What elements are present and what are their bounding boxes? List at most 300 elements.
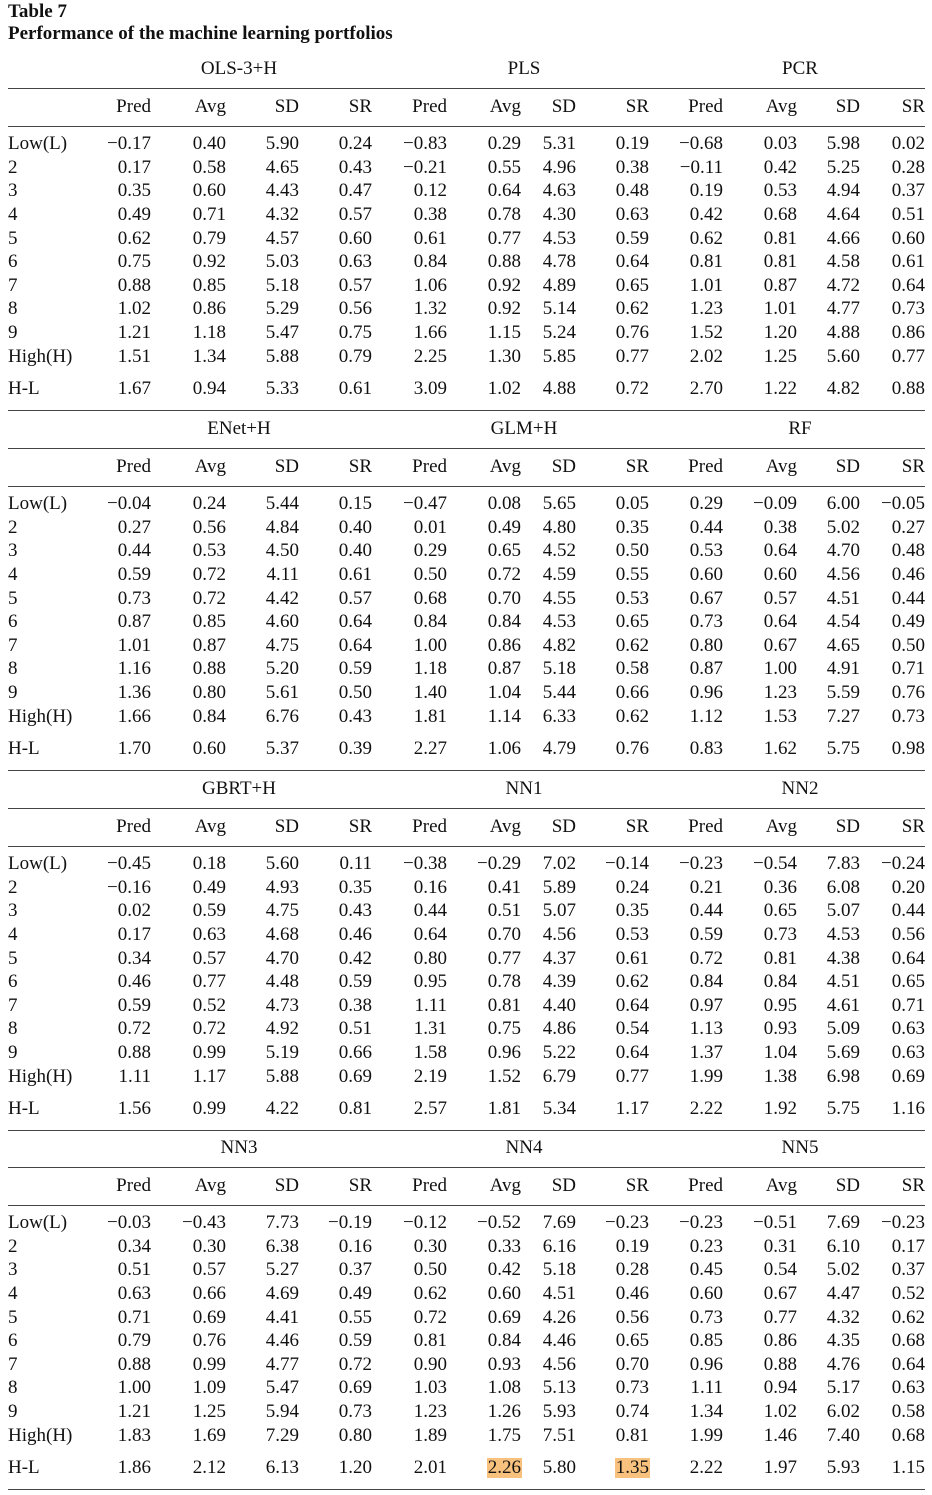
table-cell: 1.31 bbox=[413, 1018, 447, 1039]
table-cell: 1.00 bbox=[117, 1377, 151, 1398]
column-header: SR bbox=[348, 456, 372, 477]
table-cell: 0.24 bbox=[338, 133, 372, 154]
table-cell: 5.90 bbox=[265, 133, 299, 154]
table-cell: 1.17 bbox=[615, 1098, 649, 1119]
table-cell: 1.66 bbox=[117, 706, 151, 727]
table-cell: 1.18 bbox=[413, 658, 447, 679]
table-cell: 0.02 bbox=[891, 133, 925, 154]
table-cell: 4.63 bbox=[542, 180, 576, 201]
table-cell: 0.51 bbox=[338, 1018, 372, 1039]
table-cell: 2.19 bbox=[413, 1066, 447, 1087]
row-label: 9 bbox=[8, 682, 18, 703]
table-cell: 0.53 bbox=[615, 588, 649, 609]
table-cell: 0.72 bbox=[117, 1018, 151, 1039]
table-cell: 0.35 bbox=[615, 517, 649, 538]
table-cell: 1.02 bbox=[117, 298, 151, 319]
table-cell: 7.40 bbox=[826, 1425, 860, 1446]
table-cell: 0.65 bbox=[615, 611, 649, 632]
row-label: 3 bbox=[8, 1259, 18, 1280]
table-cell: 1.18 bbox=[192, 322, 226, 343]
table-cell: 0.49 bbox=[117, 204, 151, 225]
highlighted-cell: 2.26 bbox=[487, 1457, 521, 1478]
table-cell: 5.07 bbox=[542, 900, 576, 921]
table-cell: 0.49 bbox=[338, 1283, 372, 1304]
table-cell: 0.50 bbox=[413, 1259, 447, 1280]
table-cell: 0.63 bbox=[891, 1377, 925, 1398]
table-cell: 0.39 bbox=[338, 738, 372, 759]
table-cell: 4.78 bbox=[542, 251, 576, 272]
table-cell: 0.61 bbox=[413, 228, 447, 249]
table-cell: 0.84 bbox=[413, 251, 447, 272]
table-cell: 4.65 bbox=[265, 157, 299, 178]
table-cell: 1.06 bbox=[487, 738, 521, 759]
table-cell: 0.88 bbox=[117, 1354, 151, 1375]
table-cell: 0.63 bbox=[615, 204, 649, 225]
table-cell: 0.12 bbox=[413, 180, 447, 201]
table-cell: 0.11 bbox=[339, 853, 372, 874]
table-cell: 0.96 bbox=[689, 1354, 723, 1375]
table-caption: Performance of the machine learning portfolios bbox=[8, 23, 393, 44]
model-title: RF bbox=[788, 418, 812, 439]
column-header: Avg bbox=[765, 456, 797, 477]
table-cell: 4.86 bbox=[542, 1018, 576, 1039]
table-cell: 0.56 bbox=[891, 924, 925, 945]
column-header: Avg bbox=[489, 96, 521, 117]
table-cell: 0.18 bbox=[192, 853, 226, 874]
row-label: 5 bbox=[8, 1307, 18, 1328]
table-cell: 0.49 bbox=[487, 517, 521, 538]
table-cell: 1.83 bbox=[117, 1425, 151, 1446]
table-cell: 0.71 bbox=[117, 1307, 151, 1328]
table-cell: 0.70 bbox=[487, 924, 521, 945]
table-cell: 0.27 bbox=[891, 517, 925, 538]
table-cell: 5.25 bbox=[826, 157, 860, 178]
model-title: PCR bbox=[782, 58, 818, 79]
table-cell: 0.77 bbox=[615, 346, 649, 367]
table-cell: 0.58 bbox=[891, 1401, 925, 1422]
table-cell: 1.02 bbox=[487, 378, 521, 399]
table-cell: 0.62 bbox=[413, 1283, 447, 1304]
table-cell: 0.59 bbox=[117, 564, 151, 585]
column-header: SR bbox=[348, 96, 372, 117]
table-cell: 0.64 bbox=[891, 275, 925, 296]
table-cell: 0.43 bbox=[338, 706, 372, 727]
table-cell: 0.81 bbox=[413, 1330, 447, 1351]
column-header: SD bbox=[274, 816, 299, 837]
column-header: SD bbox=[835, 816, 860, 837]
table-cell: 1.69 bbox=[192, 1425, 226, 1446]
table-cell: 1.21 bbox=[117, 322, 151, 343]
table-cell: 0.16 bbox=[338, 1236, 372, 1257]
table-cell: 0.60 bbox=[689, 564, 723, 585]
table-cell: 0.68 bbox=[413, 588, 447, 609]
table-cell: 0.67 bbox=[763, 635, 797, 656]
table-cell: 4.79 bbox=[542, 738, 576, 759]
table-cell: 1.01 bbox=[689, 275, 723, 296]
table-cell: 1.38 bbox=[763, 1066, 797, 1087]
table-cell: 0.30 bbox=[413, 1236, 447, 1257]
table-cell: 0.87 bbox=[689, 658, 723, 679]
table-cell: 0.64 bbox=[891, 1354, 925, 1375]
table-cell: 4.40 bbox=[542, 995, 576, 1016]
table-cell: 1.70 bbox=[117, 738, 151, 759]
table-cell: 0.73 bbox=[689, 611, 723, 632]
table-cell: 0.70 bbox=[487, 588, 521, 609]
table-cell: 4.82 bbox=[826, 378, 860, 399]
table-cell: 0.64 bbox=[615, 251, 649, 272]
table-cell: 4.37 bbox=[542, 948, 576, 969]
table-cell: 1.16 bbox=[117, 658, 151, 679]
table-cell: 1.08 bbox=[487, 1377, 521, 1398]
table-cell: 0.73 bbox=[689, 1307, 723, 1328]
table-cell: 1.15 bbox=[487, 322, 521, 343]
table-cell: 5.02 bbox=[826, 517, 860, 538]
table-cell: −0.23 bbox=[881, 1212, 925, 1233]
table-cell: 2.01 bbox=[413, 1457, 447, 1478]
table-cell: 0.56 bbox=[615, 1307, 649, 1328]
table-cell: 0.44 bbox=[689, 517, 723, 538]
table-cell: 0.19 bbox=[689, 180, 723, 201]
table-cell: −0.83 bbox=[403, 133, 447, 154]
table-cell: 5.03 bbox=[265, 251, 299, 272]
table-cell: 0.35 bbox=[117, 180, 151, 201]
table-cell: 0.72 bbox=[413, 1307, 447, 1328]
rule-bottom bbox=[8, 410, 925, 411]
table-cell: 0.80 bbox=[192, 682, 226, 703]
table-cell: 7.83 bbox=[826, 853, 860, 874]
table-cell: 0.87 bbox=[487, 658, 521, 679]
table-cell: 0.69 bbox=[338, 1066, 372, 1087]
table-cell: 0.63 bbox=[117, 1283, 151, 1304]
table-cell: 0.62 bbox=[891, 1307, 925, 1328]
table-cell: 0.42 bbox=[763, 157, 797, 178]
table-cell: 0.30 bbox=[192, 1236, 226, 1257]
table-cell: 0.92 bbox=[487, 298, 521, 319]
table-cell: 0.59 bbox=[117, 995, 151, 1016]
table-cell: 0.63 bbox=[338, 251, 372, 272]
table-cell: 0.52 bbox=[192, 995, 226, 1016]
table-cell: 4.70 bbox=[265, 948, 299, 969]
table-cell: 0.80 bbox=[413, 948, 447, 969]
row-label: 7 bbox=[8, 635, 18, 656]
table-cell: 4.94 bbox=[826, 180, 860, 201]
table-cell: 1.02 bbox=[763, 1401, 797, 1422]
table-cell: 0.15 bbox=[338, 493, 372, 514]
table-cell: 0.81 bbox=[763, 251, 797, 272]
table-cell: 0.95 bbox=[413, 971, 447, 992]
column-header: Avg bbox=[765, 96, 797, 117]
row-label: H-L bbox=[8, 1098, 40, 1119]
table-cell: 5.60 bbox=[826, 346, 860, 367]
rule-bottom bbox=[8, 1130, 925, 1131]
table-cell: 1.89 bbox=[413, 1425, 447, 1446]
table-cell: 0.79 bbox=[338, 346, 372, 367]
table-cell: 6.13 bbox=[265, 1457, 299, 1478]
table-cell: 0.45 bbox=[689, 1259, 723, 1280]
table-cell: 2.12 bbox=[192, 1457, 226, 1478]
table-cell: 0.73 bbox=[615, 1377, 649, 1398]
table-cell: 0.71 bbox=[891, 995, 925, 1016]
table-cell: 0.29 bbox=[413, 540, 447, 561]
table-cell: 2.02 bbox=[689, 346, 723, 367]
table-cell: 1.53 bbox=[763, 706, 797, 727]
column-header: SD bbox=[551, 96, 576, 117]
table-cell: 1.52 bbox=[689, 322, 723, 343]
table-cell: 2.57 bbox=[413, 1098, 447, 1119]
table-cell: 4.11 bbox=[266, 564, 299, 585]
table-cell: 0.92 bbox=[487, 275, 521, 296]
table-cell: 4.57 bbox=[265, 228, 299, 249]
table-cell: 0.57 bbox=[192, 948, 226, 969]
table-cell: 4.51 bbox=[826, 971, 860, 992]
table-cell: 4.75 bbox=[265, 635, 299, 656]
table-cell: 0.50 bbox=[338, 682, 372, 703]
table-cell: 0.01 bbox=[413, 517, 447, 538]
table-cell: 0.84 bbox=[413, 611, 447, 632]
table-cell: 0.97 bbox=[689, 995, 723, 1016]
rule-mid bbox=[8, 846, 925, 847]
table-cell: 0.17 bbox=[891, 1236, 925, 1257]
highlighted-cell: 1.35 bbox=[615, 1457, 649, 1478]
table-cell: 4.91 bbox=[826, 658, 860, 679]
table-cell: 0.53 bbox=[615, 924, 649, 945]
table-cell: 0.76 bbox=[615, 738, 649, 759]
table-cell: −0.11 bbox=[679, 157, 723, 178]
table-cell: 0.85 bbox=[192, 611, 226, 632]
table-cell: 4.61 bbox=[826, 995, 860, 1016]
column-header: SR bbox=[901, 456, 925, 477]
table-cell: 0.60 bbox=[487, 1283, 521, 1304]
table-cell: 4.38 bbox=[826, 948, 860, 969]
rule-top bbox=[8, 1167, 925, 1168]
table-cell: 0.93 bbox=[763, 1018, 797, 1039]
column-header: SR bbox=[348, 816, 372, 837]
table-cell: 0.17 bbox=[117, 157, 151, 178]
table-cell: 4.53 bbox=[542, 228, 576, 249]
row-label: 5 bbox=[8, 228, 18, 249]
table-cell: 0.56 bbox=[338, 298, 372, 319]
table-cell: 1.46 bbox=[763, 1425, 797, 1446]
table-cell: 4.88 bbox=[542, 378, 576, 399]
table-cell: 2.22 bbox=[689, 1098, 723, 1119]
table-cell: 5.20 bbox=[265, 658, 299, 679]
table-cell: 0.67 bbox=[763, 1283, 797, 1304]
table-cell: 0.38 bbox=[763, 517, 797, 538]
table-cell: 1.66 bbox=[413, 322, 447, 343]
table-cell: 0.58 bbox=[192, 157, 226, 178]
table-cell: 5.09 bbox=[826, 1018, 860, 1039]
table-cell: 0.44 bbox=[413, 900, 447, 921]
table-cell: 0.94 bbox=[763, 1377, 797, 1398]
table-cell: 5.47 bbox=[265, 322, 299, 343]
table-cell: 1.23 bbox=[413, 1401, 447, 1422]
table-cell: 4.22 bbox=[265, 1098, 299, 1119]
rule-top bbox=[8, 448, 925, 449]
table-cell: 0.46 bbox=[615, 1283, 649, 1304]
table-cell: 4.32 bbox=[265, 204, 299, 225]
table-cell: 0.61 bbox=[615, 948, 649, 969]
table-cell: 4.89 bbox=[542, 275, 576, 296]
table-cell: 0.57 bbox=[192, 1259, 226, 1280]
table-cell: 0.48 bbox=[615, 180, 649, 201]
table-cell: 2.25 bbox=[413, 346, 447, 367]
row-label: H-L bbox=[8, 1457, 40, 1478]
table-cell: 0.81 bbox=[763, 948, 797, 969]
table-cell: 0.17 bbox=[117, 924, 151, 945]
table-cell: 4.30 bbox=[542, 204, 576, 225]
column-header: Avg bbox=[194, 96, 226, 117]
table-cell: 1.15 bbox=[891, 1457, 925, 1478]
table-cell: 0.72 bbox=[192, 1018, 226, 1039]
table-cell: 0.62 bbox=[615, 298, 649, 319]
table-cell: −0.19 bbox=[328, 1212, 372, 1233]
model-title: NN1 bbox=[505, 778, 543, 799]
table-cell: 0.96 bbox=[487, 1042, 521, 1063]
rule-mid bbox=[8, 1205, 925, 1206]
table-cell: 0.94 bbox=[192, 378, 226, 399]
table-cell: 0.98 bbox=[891, 738, 925, 759]
table-cell: 0.64 bbox=[338, 611, 372, 632]
table-cell: 0.59 bbox=[192, 900, 226, 921]
table-cell: 0.64 bbox=[338, 635, 372, 656]
table-cell: 4.41 bbox=[265, 1307, 299, 1328]
table-cell: 0.53 bbox=[763, 180, 797, 201]
table-cell: 2.27 bbox=[413, 738, 447, 759]
row-label: 8 bbox=[8, 298, 18, 319]
table-cell: 0.35 bbox=[615, 900, 649, 921]
column-header: Avg bbox=[765, 1175, 797, 1196]
table-cell: −0.23 bbox=[605, 1212, 649, 1233]
table-cell: 0.75 bbox=[117, 251, 151, 272]
table-cell: 4.54 bbox=[826, 611, 860, 632]
table-cell: 0.65 bbox=[615, 275, 649, 296]
table-cell: 7.69 bbox=[542, 1212, 576, 1233]
table-cell: 0.61 bbox=[338, 378, 372, 399]
table-cell: 4.59 bbox=[542, 564, 576, 585]
table-cell: 4.53 bbox=[826, 924, 860, 945]
table-cell: 5.14 bbox=[542, 298, 576, 319]
table-cell: 0.62 bbox=[615, 635, 649, 656]
row-label: 7 bbox=[8, 275, 18, 296]
row-label: High(H) bbox=[8, 1066, 73, 1087]
column-header: SR bbox=[901, 1175, 925, 1196]
table-cell: 0.49 bbox=[891, 611, 925, 632]
table-cell: 0.80 bbox=[338, 1425, 372, 1446]
table-cell: 5.44 bbox=[265, 493, 299, 514]
table-cell: 1.04 bbox=[487, 682, 521, 703]
row-label: 7 bbox=[8, 1354, 18, 1375]
table-cell: 0.72 bbox=[192, 564, 226, 585]
table-cell: 0.71 bbox=[891, 658, 925, 679]
table-cell: 0.08 bbox=[487, 493, 521, 514]
table-cell: 0.27 bbox=[117, 517, 151, 538]
table-cell: 5.65 bbox=[542, 493, 576, 514]
table-cell: 0.35 bbox=[338, 877, 372, 898]
table-cell: 0.55 bbox=[338, 1307, 372, 1328]
table-cell: 0.73 bbox=[763, 924, 797, 945]
table-cell: 1.09 bbox=[192, 1377, 226, 1398]
table-cell: 0.40 bbox=[338, 540, 372, 561]
table-cell: 0.85 bbox=[689, 1330, 723, 1351]
row-label: 9 bbox=[8, 1401, 18, 1422]
table-cell: 0.64 bbox=[413, 924, 447, 945]
table-cell: 0.46 bbox=[891, 564, 925, 585]
column-header: SD bbox=[274, 96, 299, 117]
table-cell: 5.31 bbox=[542, 133, 576, 154]
table-cell: 0.62 bbox=[615, 706, 649, 727]
table-cell: 0.59 bbox=[338, 971, 372, 992]
table-cell: 5.85 bbox=[542, 346, 576, 367]
table-cell: 0.54 bbox=[763, 1259, 797, 1280]
table-cell: 0.55 bbox=[487, 157, 521, 178]
row-label: 5 bbox=[8, 948, 18, 969]
column-header: Pred bbox=[116, 1175, 151, 1196]
table-cell: 0.50 bbox=[615, 540, 649, 561]
table-cell: 0.58 bbox=[615, 658, 649, 679]
row-label: High(H) bbox=[8, 706, 73, 727]
column-header: Pred bbox=[688, 456, 723, 477]
table-cell: 0.54 bbox=[615, 1018, 649, 1039]
row-label: Low(L) bbox=[8, 133, 68, 154]
column-header: SR bbox=[901, 96, 925, 117]
table-cell: 1.23 bbox=[689, 298, 723, 319]
table-cell: 1.86 bbox=[117, 1457, 151, 1478]
row-label: 8 bbox=[8, 1377, 18, 1398]
table-cell: 0.65 bbox=[615, 1330, 649, 1351]
table-cell: 0.47 bbox=[338, 180, 372, 201]
table-cell: −0.09 bbox=[753, 493, 797, 514]
table-cell: 0.68 bbox=[763, 204, 797, 225]
model-title: NN5 bbox=[781, 1137, 819, 1158]
table-cell: 0.81 bbox=[615, 1425, 649, 1446]
row-label: 4 bbox=[8, 1283, 18, 1304]
table-cell: 0.51 bbox=[487, 900, 521, 921]
table-cell: 0.56 bbox=[192, 517, 226, 538]
table-cell: 4.43 bbox=[265, 180, 299, 201]
table-cell: −0.38 bbox=[403, 853, 447, 874]
column-header: Avg bbox=[489, 456, 521, 477]
table-cell: 1.81 bbox=[413, 706, 447, 727]
table-cell: 0.81 bbox=[338, 1098, 372, 1119]
table-cell: 1.36 bbox=[117, 682, 151, 703]
model-title: NN4 bbox=[505, 1137, 543, 1158]
table-cell: 0.36 bbox=[763, 877, 797, 898]
table-cell: 1.75 bbox=[487, 1425, 521, 1446]
table-panel bbox=[0, 416, 932, 776]
table-cell: 0.69 bbox=[192, 1307, 226, 1328]
table-cell: 2.22 bbox=[689, 1457, 723, 1478]
table-cell: 0.29 bbox=[689, 493, 723, 514]
table-cell: 0.57 bbox=[763, 588, 797, 609]
table-cell: 0.37 bbox=[338, 1259, 372, 1280]
table-cell: 0.44 bbox=[689, 900, 723, 921]
table-cell: 1.92 bbox=[763, 1098, 797, 1119]
table-cell: 0.72 bbox=[487, 564, 521, 585]
row-label: 9 bbox=[8, 1042, 18, 1063]
table-cell: 1.04 bbox=[763, 1042, 797, 1063]
table-cell: 0.69 bbox=[487, 1307, 521, 1328]
table-cell: 1.40 bbox=[413, 682, 447, 703]
table-cell: 2.70 bbox=[689, 378, 723, 399]
table-cell: 0.37 bbox=[891, 180, 925, 201]
column-header: SD bbox=[551, 816, 576, 837]
table-cell: 0.77 bbox=[891, 346, 925, 367]
table-cell: 0.50 bbox=[413, 564, 447, 585]
table-cell: 4.88 bbox=[826, 322, 860, 343]
table-cell: 6.00 bbox=[826, 493, 860, 514]
column-header: SD bbox=[835, 1175, 860, 1196]
table-cell: 0.19 bbox=[615, 1236, 649, 1257]
